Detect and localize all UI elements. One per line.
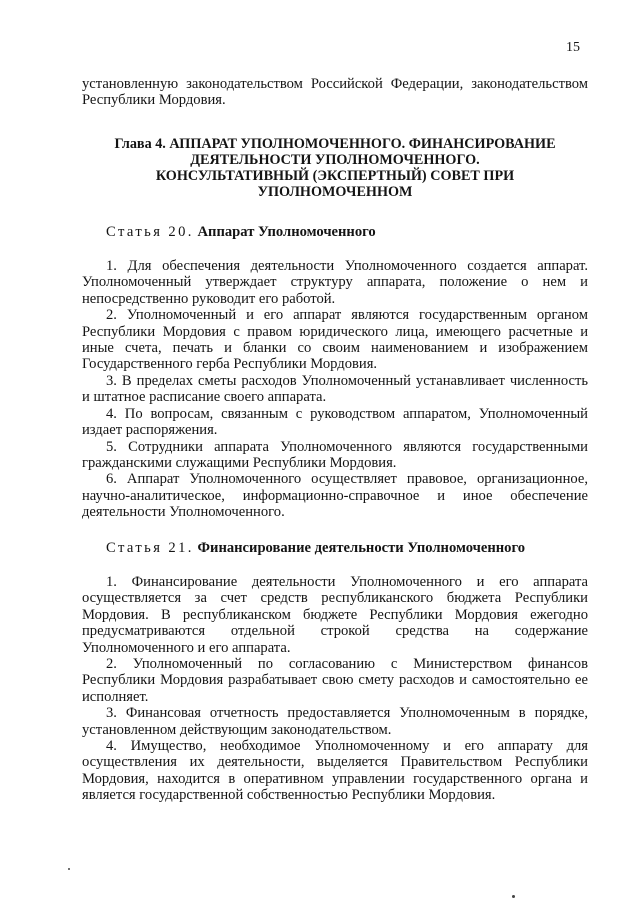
article-21-heading: Финансирование деятельности Уполномоченного (197, 539, 526, 556)
article-21-paragraph-2: 2. Уполномоченный по согласованию с Министерством финансов Республики Мордовия разрабатывает свою смету расходов и самостоятельно ее исполняет. (82, 655, 588, 705)
article-20-title (82, 224, 588, 240)
article-21-paragraph-3: 3. Финансовая отчетность предоставляется Уполномоченным в порядке, установленном действующим законодательством. (82, 705, 588, 738)
article-20-heading: Аппарат Уполномоченного (197, 223, 376, 240)
article-20-paragraph-1: 1. Для обеспечения деятельности Уполномоченного создается аппарат. Уполномоченный утверждает структуру аппарата, положение о нем и непосредственно руководит его работой. (82, 258, 588, 307)
scan-speck (512, 895, 515, 898)
article-21-title (82, 540, 588, 556)
article-20-paragraph-2: 2. Уполномоченный и его аппарат являются государственным органом Республики Мордовия с правом юридического лица, имеющего расчетные и иные счета, печать и бланки со своим наименованием и изображением Государственного герба Республики Мордовия. (82, 307, 588, 373)
chapter-title: Глава 4. АППАРАТ УПОЛНОМОЧЕННОГО. ФИНАНСИРОВАНИЕ ДЕЯТЕЛЬНОСТИ УПОЛНОМОЧЕННОГО. КОНСУЛЬТАТИВНЫЙ (ЭКСПЕРТНЫЙ) СОВЕТ ПРИ УПОЛНОМОЧЕННОМ (114, 135, 556, 201)
document-body (82, 76, 588, 804)
article-21-paragraph-4: 4. Имущество, необходимое Уполномоченному и его аппарату для осуществления их деятельности, выделяется Правительством Республики Мордовия, находится в оперативном управлении государственного органа и является государственной собственностью Республики Мордовия. (82, 738, 588, 804)
page-number: 15 (566, 40, 580, 55)
article-21-paragraph-1: 1. Финансирование деятельности Уполномоченного и его аппарата осуществляется за счет средств республиканского бюджета Республики Мордовия. В республиканском бюджете Республики Мордовия ежегодно предусматриваются отдельной строкой средства на содержание Уполномоченного и его аппарата. (82, 573, 588, 656)
article-20-paragraph-4: 4. По вопросам, связанным с руководством аппаратом, Уполномоченный издает распоряжения. (82, 405, 588, 439)
article-21-label: Статья 21. (106, 539, 194, 556)
scan-speck (68, 868, 70, 870)
article-20-paragraph-6: 6. Аппарат Уполномоченного осуществляет правовое, организационное, научно-аналитическое, информационно-справочное и иное обеспечение деятельности Уполномоченного. (82, 471, 588, 521)
article-20-label: Статья 20. (106, 223, 194, 240)
intro-paragraph: установленную законодательством Российской Федерации, законодательством Республики Мордовия. (82, 76, 588, 109)
article-20-paragraph-5: 5. Сотрудники аппарата Уполномоченного являются государственными гражданскими служащими Республики Мордовия. (82, 438, 588, 471)
article-20-paragraph-3: 3. В пределах сметы расходов Уполномоченный устанавливает численность и штатное расписание своего аппарата. (82, 372, 588, 406)
